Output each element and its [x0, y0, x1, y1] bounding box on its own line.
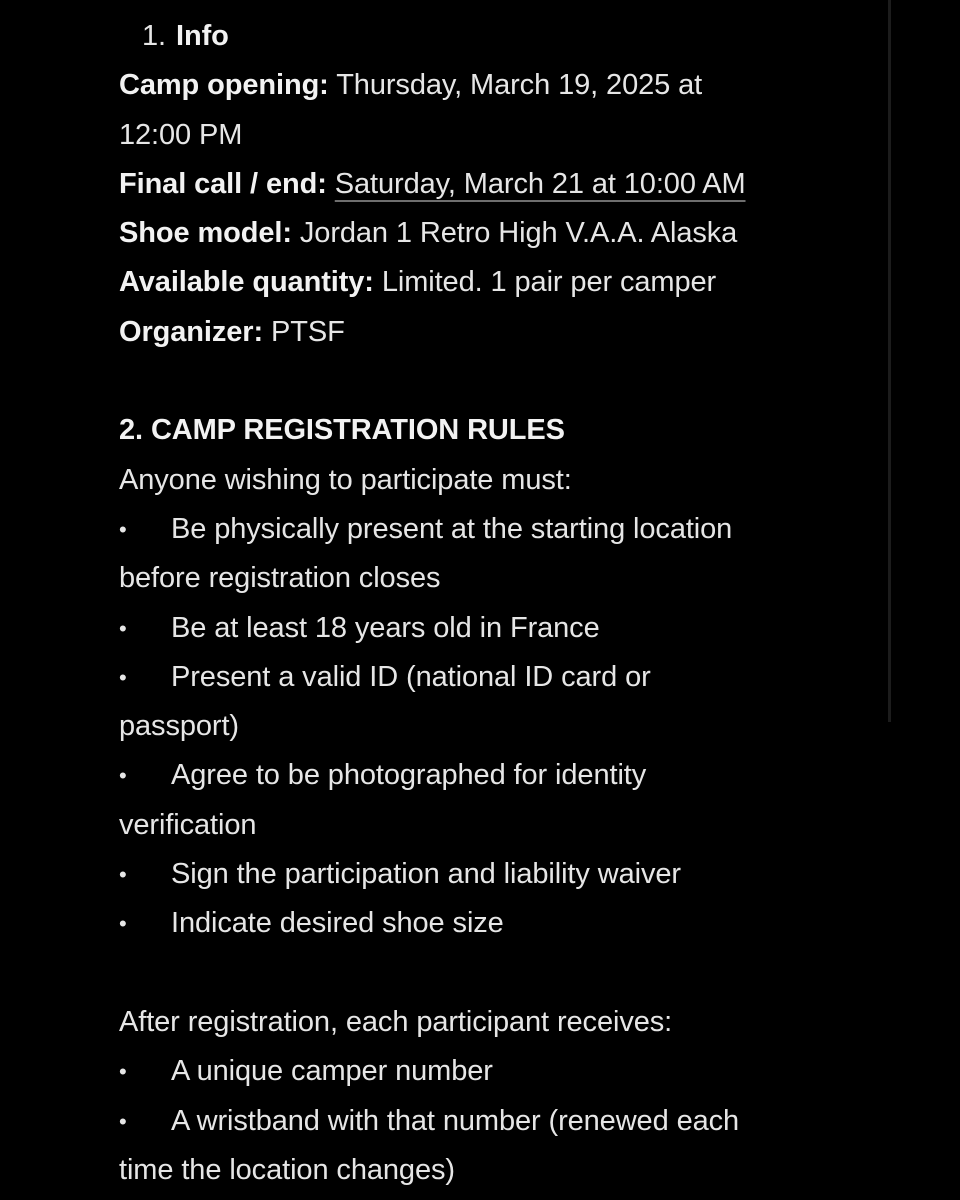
bullet-icon: •: [119, 615, 127, 641]
scrollbar[interactable]: [888, 0, 891, 722]
rule-text: Present a valid ID (national ID card or: [171, 660, 651, 693]
rule-item: [119, 653, 849, 702]
receive-item: [119, 1047, 849, 1096]
available-quantity-value: Limited. 1 pair per camper: [381, 266, 717, 299]
bullet-icon: •: [119, 1059, 127, 1085]
camp-opening-line: [119, 61, 849, 110]
final-call-line: [119, 160, 849, 209]
rule-text: Agree to be photographed for identity: [171, 759, 647, 792]
section-1-title: Info: [176, 20, 229, 52]
rule-item: [119, 604, 849, 653]
available-quantity-line: [119, 258, 849, 307]
rule-item: [119, 850, 849, 899]
camp-opening-time: [119, 111, 849, 160]
organizer-value: PTSF: [271, 315, 345, 348]
section-2-heading: 2. CAMP REGISTRATION RULES: [119, 414, 565, 447]
rule-text: Indicate desired shoe size: [171, 907, 504, 940]
spacer: [119, 357, 849, 406]
rule-text: Be at least 18 years old in France: [171, 611, 600, 644]
spacer: [119, 949, 849, 998]
section-1-heading: [119, 12, 849, 61]
receive-item: [119, 1097, 849, 1146]
camp-opening-label: Camp opening:: [119, 69, 329, 102]
after-registration-intro: After registration, each participant receives:: [119, 1005, 673, 1038]
rule-item-cont: passport): [119, 710, 239, 743]
rule-text: Sign the participation and liability waiver: [171, 858, 681, 891]
organizer-label: Organizer:: [119, 315, 264, 348]
shoe-model-line: [119, 209, 849, 258]
bullet-icon: •: [119, 664, 127, 690]
rule-item: [119, 751, 849, 800]
bullet-icon: •: [119, 911, 127, 937]
camp-opening-value: Thursday, March 19, 2025 at: [336, 69, 703, 102]
camp-opening-value-cont: 12:00 PM: [119, 118, 243, 151]
shoe-model-value: Jordan 1 Retro High V.A.A. Alaska: [299, 217, 738, 250]
bullet-icon: •: [119, 1108, 127, 1134]
final-call-label: Final call / end:: [119, 167, 327, 200]
rule-item: [119, 505, 849, 554]
rule-item-cont: verification: [119, 808, 257, 841]
section-2-intro: Anyone wishing to participate must:: [119, 463, 572, 496]
receive-text: A wristband with that number (renewed each: [171, 1104, 740, 1137]
bullet-icon: •: [119, 862, 127, 888]
receive-text: A unique camper number: [171, 1055, 493, 1088]
receive-item-cont: time the location changes): [119, 1153, 455, 1186]
available-quantity-label: Available quantity:: [119, 266, 374, 299]
rule-item: [119, 899, 849, 948]
bullet-icon: •: [119, 763, 127, 789]
rule-item-cont: before registration closes: [119, 562, 441, 595]
final-call-value: Saturday, March 21 at 10:00 AM: [334, 167, 746, 200]
rule-text: Be physically present at the starting location: [171, 512, 733, 545]
shoe-model-label: Shoe model:: [119, 217, 292, 250]
organizer-line: [119, 308, 849, 357]
section-1-number: 1.: [142, 20, 166, 52]
document-body: [119, 12, 849, 1195]
bullet-icon: •: [119, 516, 127, 542]
